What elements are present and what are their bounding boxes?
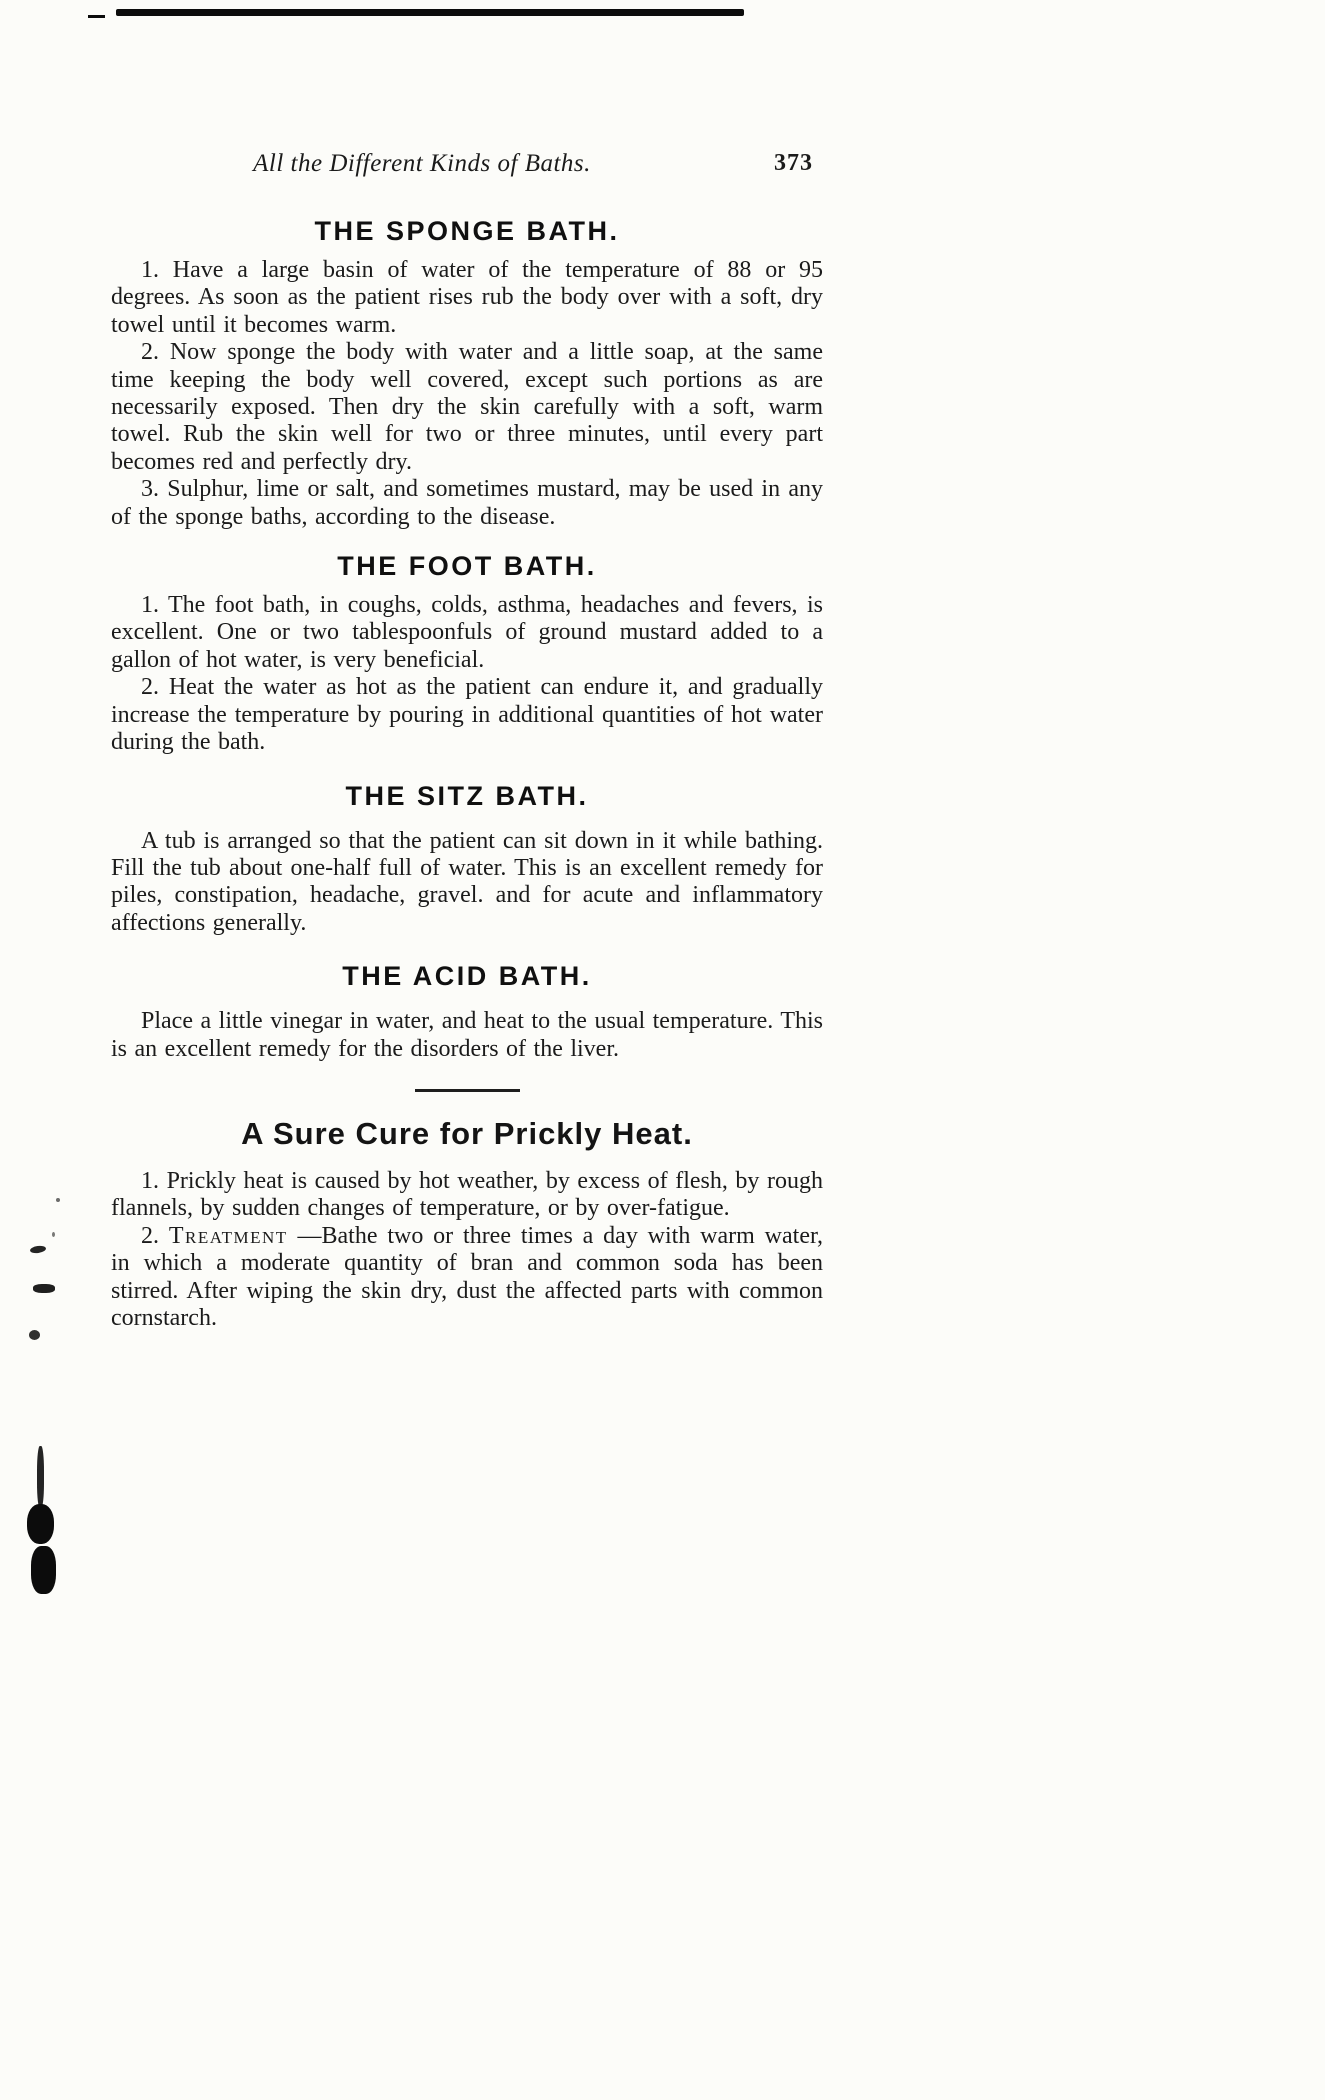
heading-foot-bath: THE FOOT BATH. xyxy=(337,551,597,582)
running-header xyxy=(111,150,823,186)
paragraph-sponge-1: 1. Have a large basin of water of the temperature of 88 or 95 degrees. As soon as the patient rises rub the body over with a soft, dry towel until it becomes warm. xyxy=(111,257,823,338)
ink-smudge xyxy=(31,1546,56,1594)
scan-artifact-dash xyxy=(88,15,105,18)
paragraph-foot-1: 1. The foot bath, in coughs, colds, asthma, headaches and fevers, is excellent. One or two tablespoonfuls of ground mustard added to a gallon of hot water, is very beneficial. xyxy=(111,592,823,673)
paragraph-cure-1: 1. Prickly heat is caused by hot weather, by excess of flesh, by rough flannels, by sudden changes of temperature, or by over-fatigue. xyxy=(111,1167,823,1222)
treatment-term: Treatment xyxy=(168,1222,288,1249)
ink-smudge xyxy=(37,1446,44,1508)
paragraph-sitz-1: A tub is arranged so that the patient can sit down in it while bathing. Fill the tub about one-half full of water. This is an excellent remedy for piles, constipation, headache, gravel. and for acute and inflammatory affections generally. xyxy=(111,827,823,936)
heading-sitz-bath: THE SITZ BATH. xyxy=(345,780,589,811)
heading-prickly-heat-cure: A Sure Cure for Prickly Heat. xyxy=(241,1115,693,1151)
page-content xyxy=(111,150,823,1332)
ink-smudge xyxy=(27,1504,54,1544)
section-divider-rule xyxy=(415,1089,520,1092)
scan-artifact-top-rule xyxy=(116,9,744,16)
paragraph-cure-2 xyxy=(111,1223,823,1333)
ink-smudge xyxy=(29,1330,40,1340)
paragraph-acid-1: Place a little vinegar in water, and heat to the usual temperature. This is an excellent remedy for the disorders of the liver. xyxy=(111,1008,823,1062)
running-header-title: All the Different Kinds of Baths. xyxy=(253,150,591,177)
ink-speck xyxy=(52,1232,55,1237)
ink-smudge xyxy=(33,1284,55,1293)
paragraph-cure-2-number: 2. xyxy=(141,1222,169,1249)
paragraph-sponge-3: 3. Sulphur, lime or salt, and sometimes mustard, may be used in any of the sponge baths, according to the disease. xyxy=(111,476,823,530)
page-number: 373 xyxy=(774,150,813,176)
ink-speck xyxy=(56,1198,60,1202)
paragraph-sponge-2: 2. Now sponge the body with water and a little soap, at the same time keeping the body well covered, except such portions as are necessarily exposed. Then dry the skin carefully with a soft, warm towel. Rub the skin well for two or three minutes, until every part becomes red and perfectly dry. xyxy=(111,339,823,475)
heading-sponge-bath: THE SPONGE BATH. xyxy=(314,216,620,246)
paragraph-foot-2: 2. Heat the water as hot as the patient can endure it, and gradually increase the temperature by pouring in additional quantities of hot water during the bath. xyxy=(111,674,823,756)
paragraph-cure-2-text: —Bathe two or three times a day with warm water, in which a moderate quantity of bran and common soda has been stirred. After wiping the skin dry, dust the affected parts with common cornstarch. xyxy=(111,1222,823,1331)
heading-acid-bath: THE ACID BATH. xyxy=(342,961,592,992)
ink-smudge xyxy=(30,1245,47,1254)
